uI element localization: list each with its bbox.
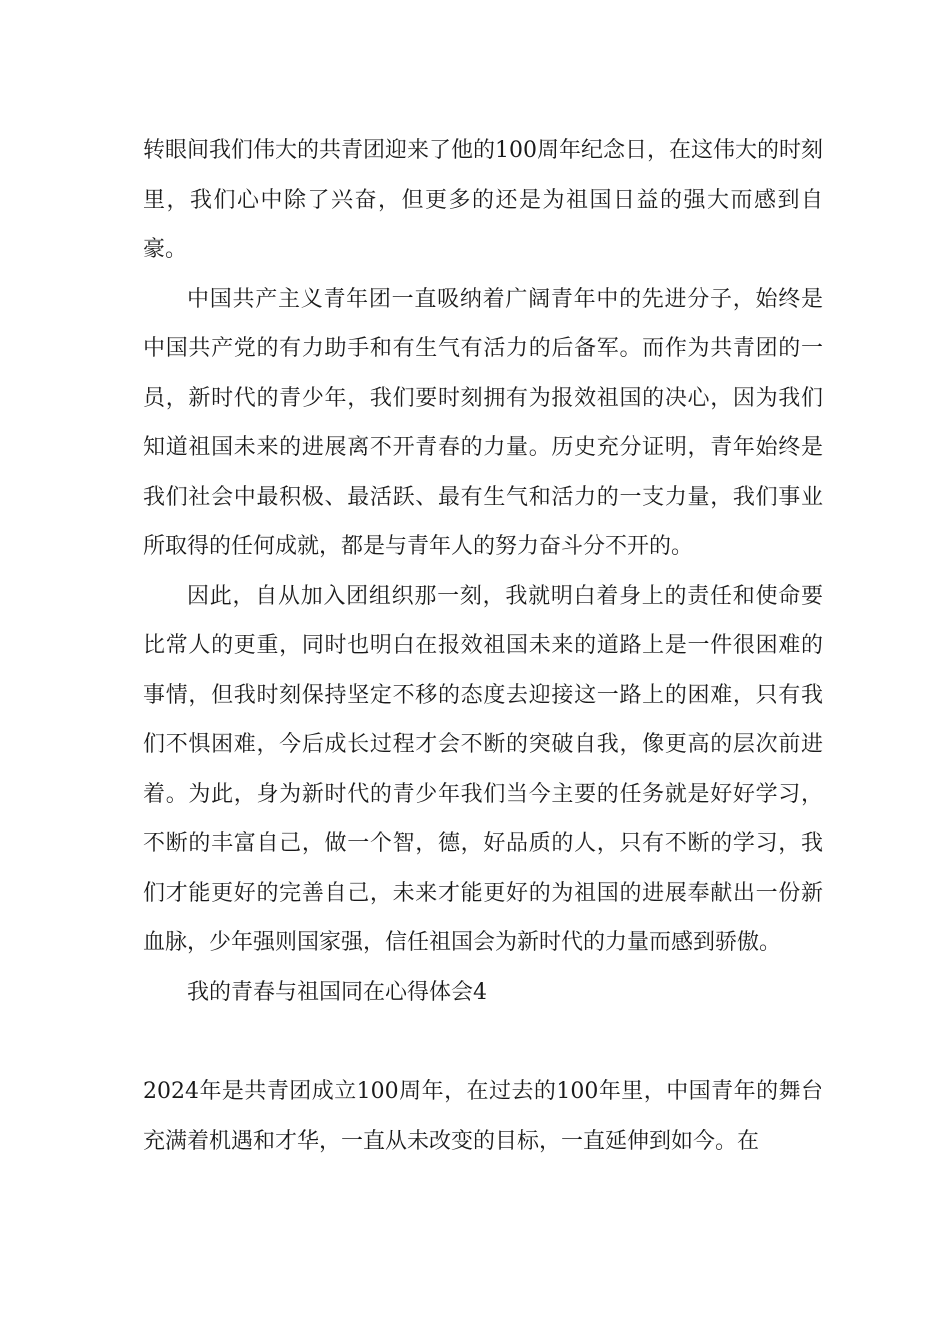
section-heading: 我的青春与祖国同在心得体会4 — [187, 979, 487, 1005]
document-body — [143, 126, 823, 1166]
paragraph-2: 中国共产主义青年团一直吸纳着广阔青年中的先进分子，始终是中国共产党的有力助手和有生气有活力的后备军。而作为共青团的一员，新时代的青少年，我们要时刻拥有为报效祖国的决心，因为我们知道祖国未来的进展离不开青春的力量。历史充分证明，青年始终是我们社会中最积极、最活跃、最有生气和活力的一支力量，我们事业所取得的任何成就，都是与青年人的努力奋斗分不开的。 — [143, 286, 823, 559]
paragraph-3: 因此，自从加入团组织那一刻，我就明白着身上的责任和使命要比常人的更重，同时也明白在报效祖国未来的道路上是一件很困难的事情，但我时刻保持坚定不移的态度去迎接这一路上的困难，只有我们不惧困难，今后成长过程才会不断的突破自我，像更高的层次前进着。为此，身为新时代的青少年我们当今主要的任务就是好好学习，不断的丰富自己，做一个智，德，好品质的人，只有不断的学习，我们才能更好的完善自己，未来才能更好的为祖国的进展奉献出一份新血脉，少年强则国家强，信任祖国会为新时代的力量而感到骄傲。 — [143, 583, 823, 955]
paragraph-4: 2024年是共青团成立100周年，在过去的100年里，中国青年的舞台充满着机遇和才华，一直从未改变的目标，一直延伸到如今。在 — [143, 1079, 823, 1154]
section-spacer — [143, 1017, 823, 1067]
paragraph-1: 转眼间我们伟大的共青团迎来了他的100周年纪念日，在这伟大的时刻里，我们心中除了兴奋，但更多的还是为祖国日益的强大而感到自豪。 — [143, 138, 823, 262]
